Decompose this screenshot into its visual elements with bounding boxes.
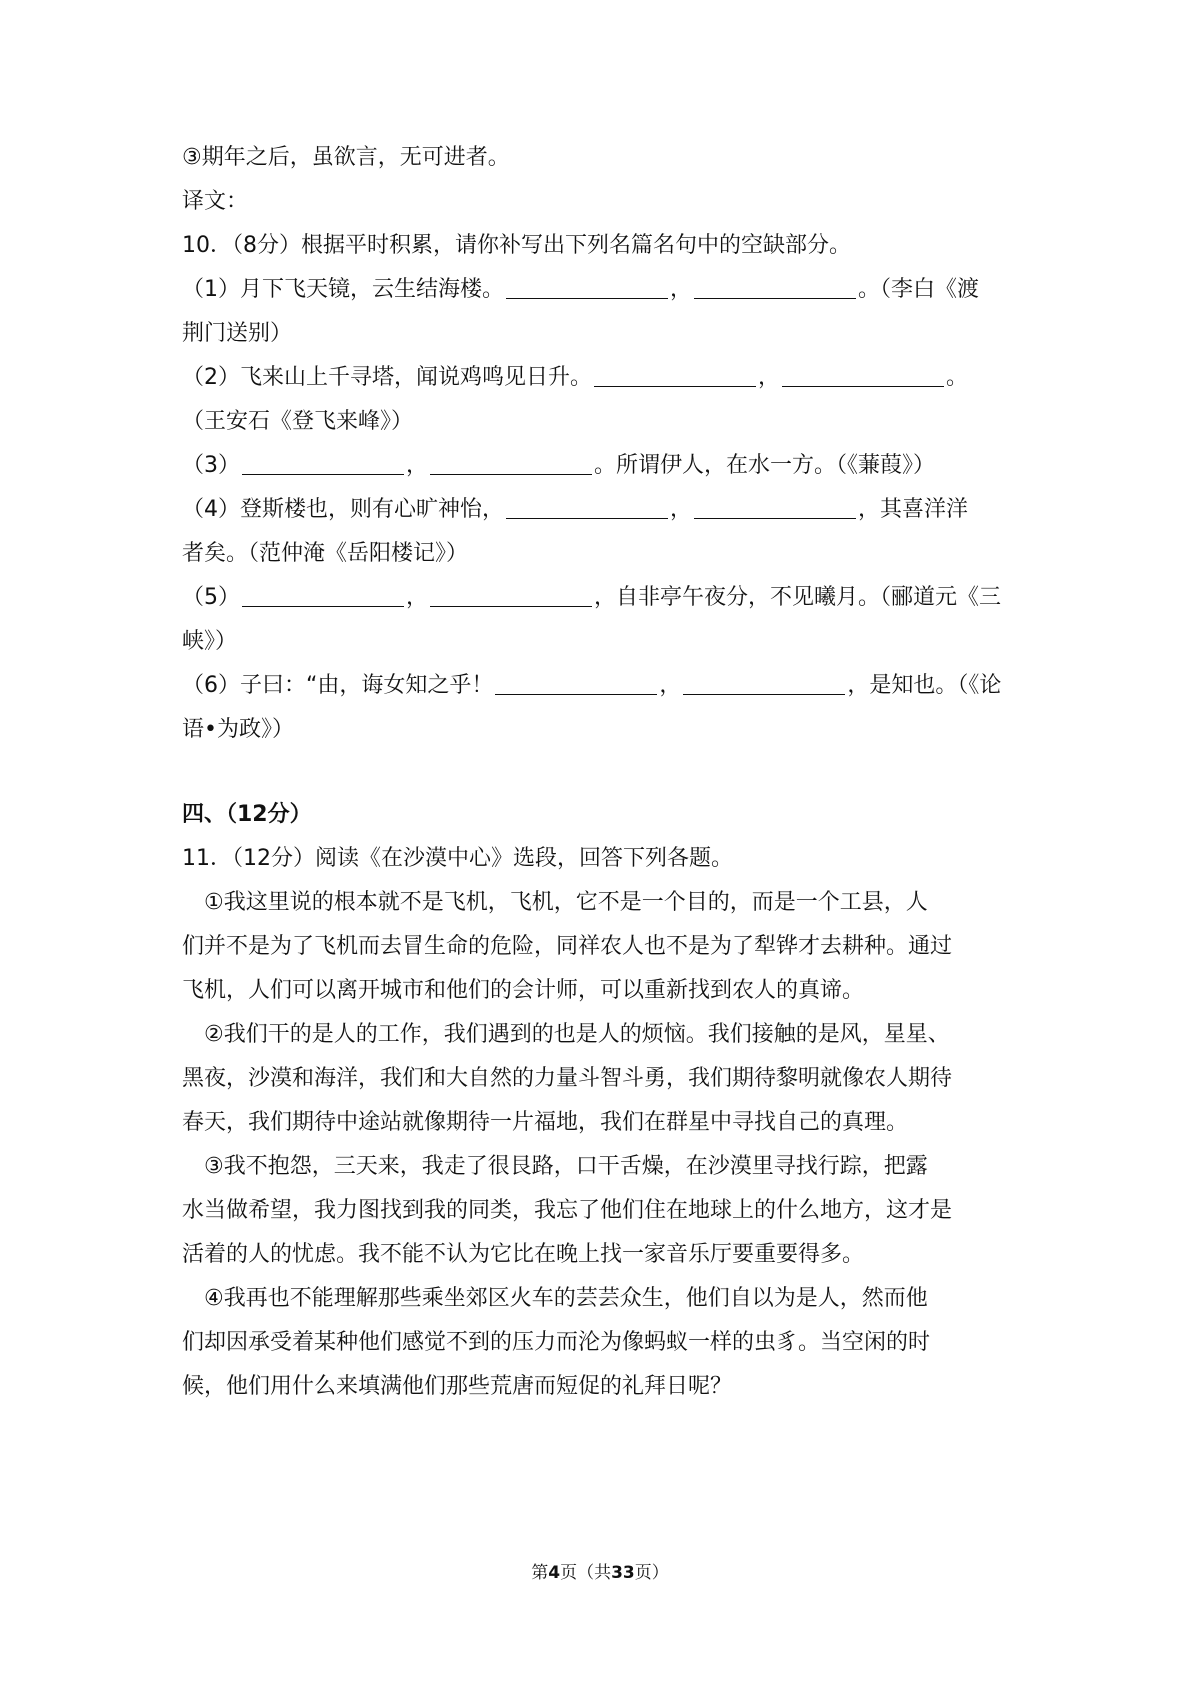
q10-item-5: （5） ， ，自非亭午夜分，不见曦月。（郦道元《三: [182, 585, 1002, 610]
answer-blank[interactable]: [242, 584, 404, 607]
passage-line: ③我不抱怨，三天来，我走了很艮路，口干舌燥，在沙漠里寻找行踪，把露: [204, 1154, 928, 1179]
passage-line: 们却因承受着某种他们感觉不到的压力而沦为像蚂蚁一样的虫豸。当空闲的时: [182, 1330, 931, 1355]
section-heading: 四、（12分）: [182, 802, 312, 827]
q10-stem: 10．（8分）根据平时积累，请你补写出下列名篇名句中的空缺部分。: [182, 233, 851, 258]
page-number: 4: [548, 1563, 561, 1583]
q10-item-2-cont: （王安石《登飞来峰》）: [182, 409, 414, 434]
answer-blank[interactable]: [694, 276, 856, 299]
q10-item-1: （1）月下飞天镜，云生结海楼。 ， 。（李白《渡: [182, 277, 980, 302]
answer-blank[interactable]: [594, 364, 756, 387]
answer-blank[interactable]: [683, 672, 845, 695]
q10-item-4-cont: 者矣。（范仲淹《岳阳楼记》）: [182, 541, 469, 566]
answer-blank[interactable]: [430, 452, 592, 475]
answer-blank[interactable]: [430, 584, 592, 607]
passage-line: 们并不是为了飞机而去冒生命的危险，同祥农人也不是为了犁铧才去耕种。通过: [182, 934, 953, 959]
answer-blank[interactable]: [782, 364, 944, 387]
answer-blank[interactable]: [495, 672, 657, 695]
passage-line: 活着的人的忧虑。我不能不认为它比在晚上找一家音乐厅要重要得多。: [182, 1242, 865, 1267]
q10-item-5-cont: 峡》）: [182, 629, 238, 654]
q10-item-6-cont: 语•为政》）: [182, 717, 294, 742]
q10-item-6: （6）子曰：“由，诲女知之乎！ ， ，是知也。（《论: [182, 673, 1002, 698]
passage-line: 候，他们用什么来填满他们那些荒唐而短促的礼拜日呢？: [182, 1374, 733, 1399]
q10-item-2: （2）飞来山上千寻塔，闻说鸡鸣见日升。 ， 。: [182, 365, 969, 390]
passage-line: 飞机，人们可以离开城市和他们的会计师，可以重新找到农人的真谛。: [182, 978, 865, 1003]
passage-line: 春天，我们期待中途站就像期待一片福地，我们在群星中寻找自己的真理。: [182, 1110, 909, 1135]
q11-stem: 11．（12分）阅读《在沙漠中心》选段，回答下列各题。: [182, 846, 733, 871]
passage-line: ④我再也不能理解那些乘坐郊区火车的芸芸众生，他们自以为是人，然而他: [204, 1286, 928, 1311]
passage-line: 水当做希望，我力图找到我的同类，我忘了他们住在地球上的什么地方，这才是: [182, 1198, 953, 1223]
passage-line: 黑夜，沙漠和海洋，我们和大自然的力量斗智斗勇，我们期待黎明就像农人期待: [182, 1066, 953, 1091]
q10-item-4: （4）登斯楼也，则有心旷神怡， ， ，其喜洋洋: [182, 497, 969, 522]
q10-item-1-cont: 荆门送别）: [182, 321, 293, 346]
translation-label: 译文：: [182, 189, 249, 214]
answer-blank[interactable]: [506, 276, 668, 299]
page-total: 33: [611, 1563, 635, 1583]
answer-blank[interactable]: [242, 452, 404, 475]
passage-line: ①我这里说的根本就不是飞机，飞机，它不是一个目的，而是一个工县，人: [204, 890, 928, 915]
answer-blank[interactable]: [694, 496, 856, 519]
page-footer: 第4页（共33页）: [531, 1563, 669, 1583]
q10-item-3: （3） ， 。所谓伊人，在水一方。（《蒹葭》）: [182, 453, 936, 478]
passage-line: ②我们干的是人的工作，我们遇到的也是人的烦恼。我们接触的是风，星星、: [204, 1022, 950, 1047]
q9-sentence: ③期年之后，虽欲言，无可进者。: [182, 145, 510, 170]
answer-blank[interactable]: [506, 496, 668, 519]
